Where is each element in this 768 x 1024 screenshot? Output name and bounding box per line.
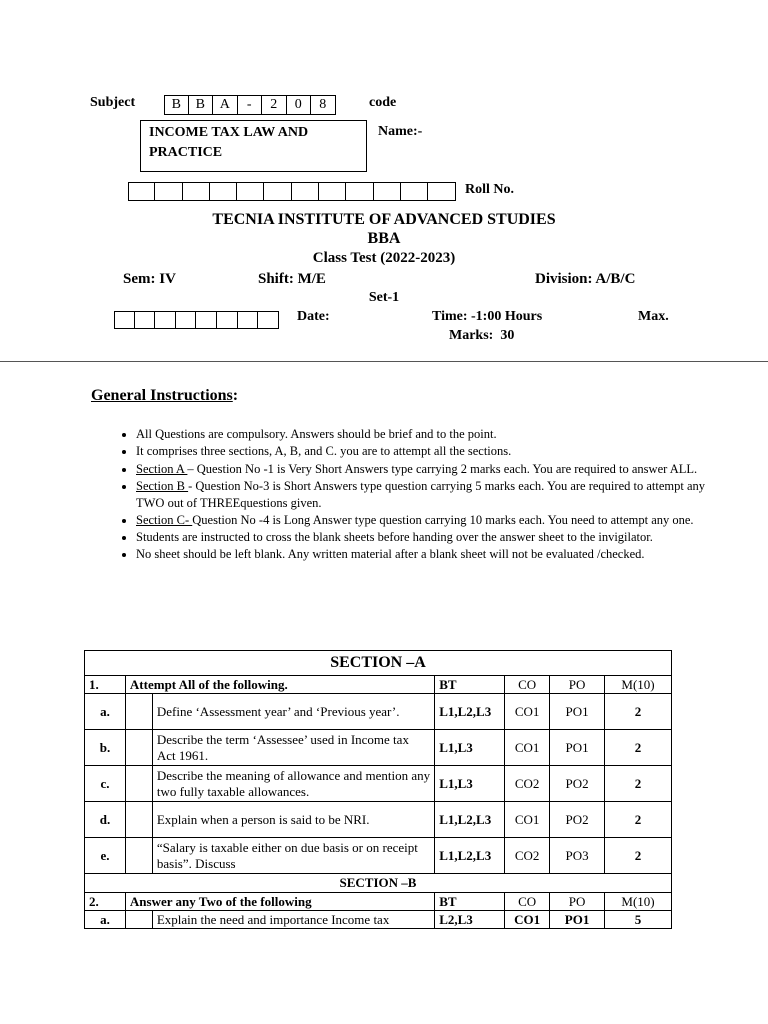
instructions-list [108,426,706,564]
test-title: Class Test (2022-2023) [312,250,456,266]
roll-label: Roll No. [465,182,514,197]
subject-code-boxes [164,95,336,115]
question-number: 2. [85,893,126,911]
table-row: c. Describe the meaning of allowance and mention any two fully taxable allowances. L1,L3 CO2 PO2 2 [85,766,672,802]
instruction-item: • Section C- Question No -4 is Long Answer type question carrying 10 marks each. You need to attempt any one. [136,512,706,529]
divider [0,361,768,362]
roll-box [237,182,264,201]
date-box [238,311,259,329]
code-char-box: 8 [311,95,336,115]
date-boxes [114,311,279,329]
table-row: a. Define ‘Assessment year’ and ‘Previous year’. L1,L2,L3 CO1 PO1 2 [85,694,672,730]
name-label: Name:- [378,124,423,139]
code-char-box: 0 [287,95,312,115]
table-row: b. Describe the term ‘Assessee’ used in Income tax Act 1961. L1,L3 CO1 PO1 2 [85,730,672,766]
roll-box [292,182,319,201]
max-label: Max. [638,309,669,324]
roll-box [264,182,291,201]
section-b-header-row [85,874,672,893]
code-label: code [369,95,397,110]
max-marks: Marks: 30 [449,328,515,343]
code-char-box: B [189,95,214,115]
table-row: e. “Salary is taxable either on due basis or on receipt basis”. Discuss L1,L2,L3 CO2 PO3 2 [85,838,672,874]
subject-label: Subject [90,95,136,110]
roll-box [374,182,401,201]
instruction-item: • Students are instructed to cross the blank sheets before handing over the answer sheet to the invigilator. [136,529,706,546]
set-number: Set-1 [368,290,400,305]
section-b-title: SECTION –B [85,874,672,893]
roll-box [346,182,373,201]
code-char-box: - [238,95,263,115]
instruction-item: • It comprises three sections, A, B, and C. you are to attempt all the sections. [136,443,706,460]
instruction-item: • Section B - Question No-3 is Short Answers type question carrying 5 marks each. You are required to attempt any TWO out of THREEquestions given. [136,478,706,511]
shift: Shift: M/E [258,271,326,287]
marks-header: M(10) [605,893,672,911]
time-duration: Time: -1:00 Hours [432,309,543,324]
co-header: CO [505,676,550,694]
question-instruction: Answer any Two of the following [125,893,434,911]
co-header: CO [505,893,550,911]
section-b-link-text: Section B [136,478,189,493]
bt-header: BT [435,676,505,694]
roll-box [128,182,155,201]
section-a-header-row [85,651,672,676]
question-2-row [85,893,672,911]
code-char-box: B [164,95,189,115]
date-box [217,311,238,329]
section-c-link-text: Section C- [136,512,193,527]
instruction-item: • Section A – Question No -1 is Very Short Answers type carrying 2 marks each. You are required to answer ALL. [136,461,706,478]
code-char-box: 2 [262,95,287,115]
instructions-colon: : [232,387,239,404]
instruction-item: • No sheet should be left blank. Any written material after a blank sheet will not be evaluated /checked. [136,546,706,563]
table-row: a. Explain the need and importance Income tax L2,L3 CO1 PO1 5 [85,911,672,929]
question-number: 1. [85,676,126,694]
po-header: PO [550,893,605,911]
instructions-heading [91,387,238,405]
marks-header: M(10) [605,676,672,694]
po-header: PO [550,676,605,694]
question-instruction: Attempt All of the following. [125,676,434,694]
roll-box [183,182,210,201]
bt-header: BT [435,893,505,911]
semester: Sem: IV [123,271,176,287]
roll-number-boxes [128,182,456,201]
code-char-box: A [213,95,238,115]
roll-box [319,182,346,201]
division: Division: A/B/C [535,271,636,287]
roll-box [210,182,237,201]
section-a-link-text: Section A [136,461,188,476]
table-row: d. Explain when a person is said to be NRI. L1,L2,L3 CO1 PO2 2 [85,802,672,838]
institute-name: TECNIA INSTITUTE OF ADVANCED STUDIES [212,211,556,228]
date-box [258,311,279,329]
section-a-title: SECTION –A [85,651,672,676]
date-box [196,311,217,329]
roll-box [428,182,455,201]
roll-box [155,182,182,201]
subject-name-box: INCOME TAX LAW AND PRACTICE [140,120,367,172]
program-name: BBA [367,230,401,247]
date-box [114,311,135,329]
roll-box [401,182,428,201]
date-box [135,311,156,329]
date-box [155,311,176,329]
instruction-item: • All Questions are compulsory. Answers should be brief and to the point. [136,426,706,443]
question-1-row [85,676,672,694]
date-label: Date: [297,309,330,324]
question-table [84,650,672,929]
date-box [176,311,197,329]
instructions-title: General Instructions [91,387,233,404]
